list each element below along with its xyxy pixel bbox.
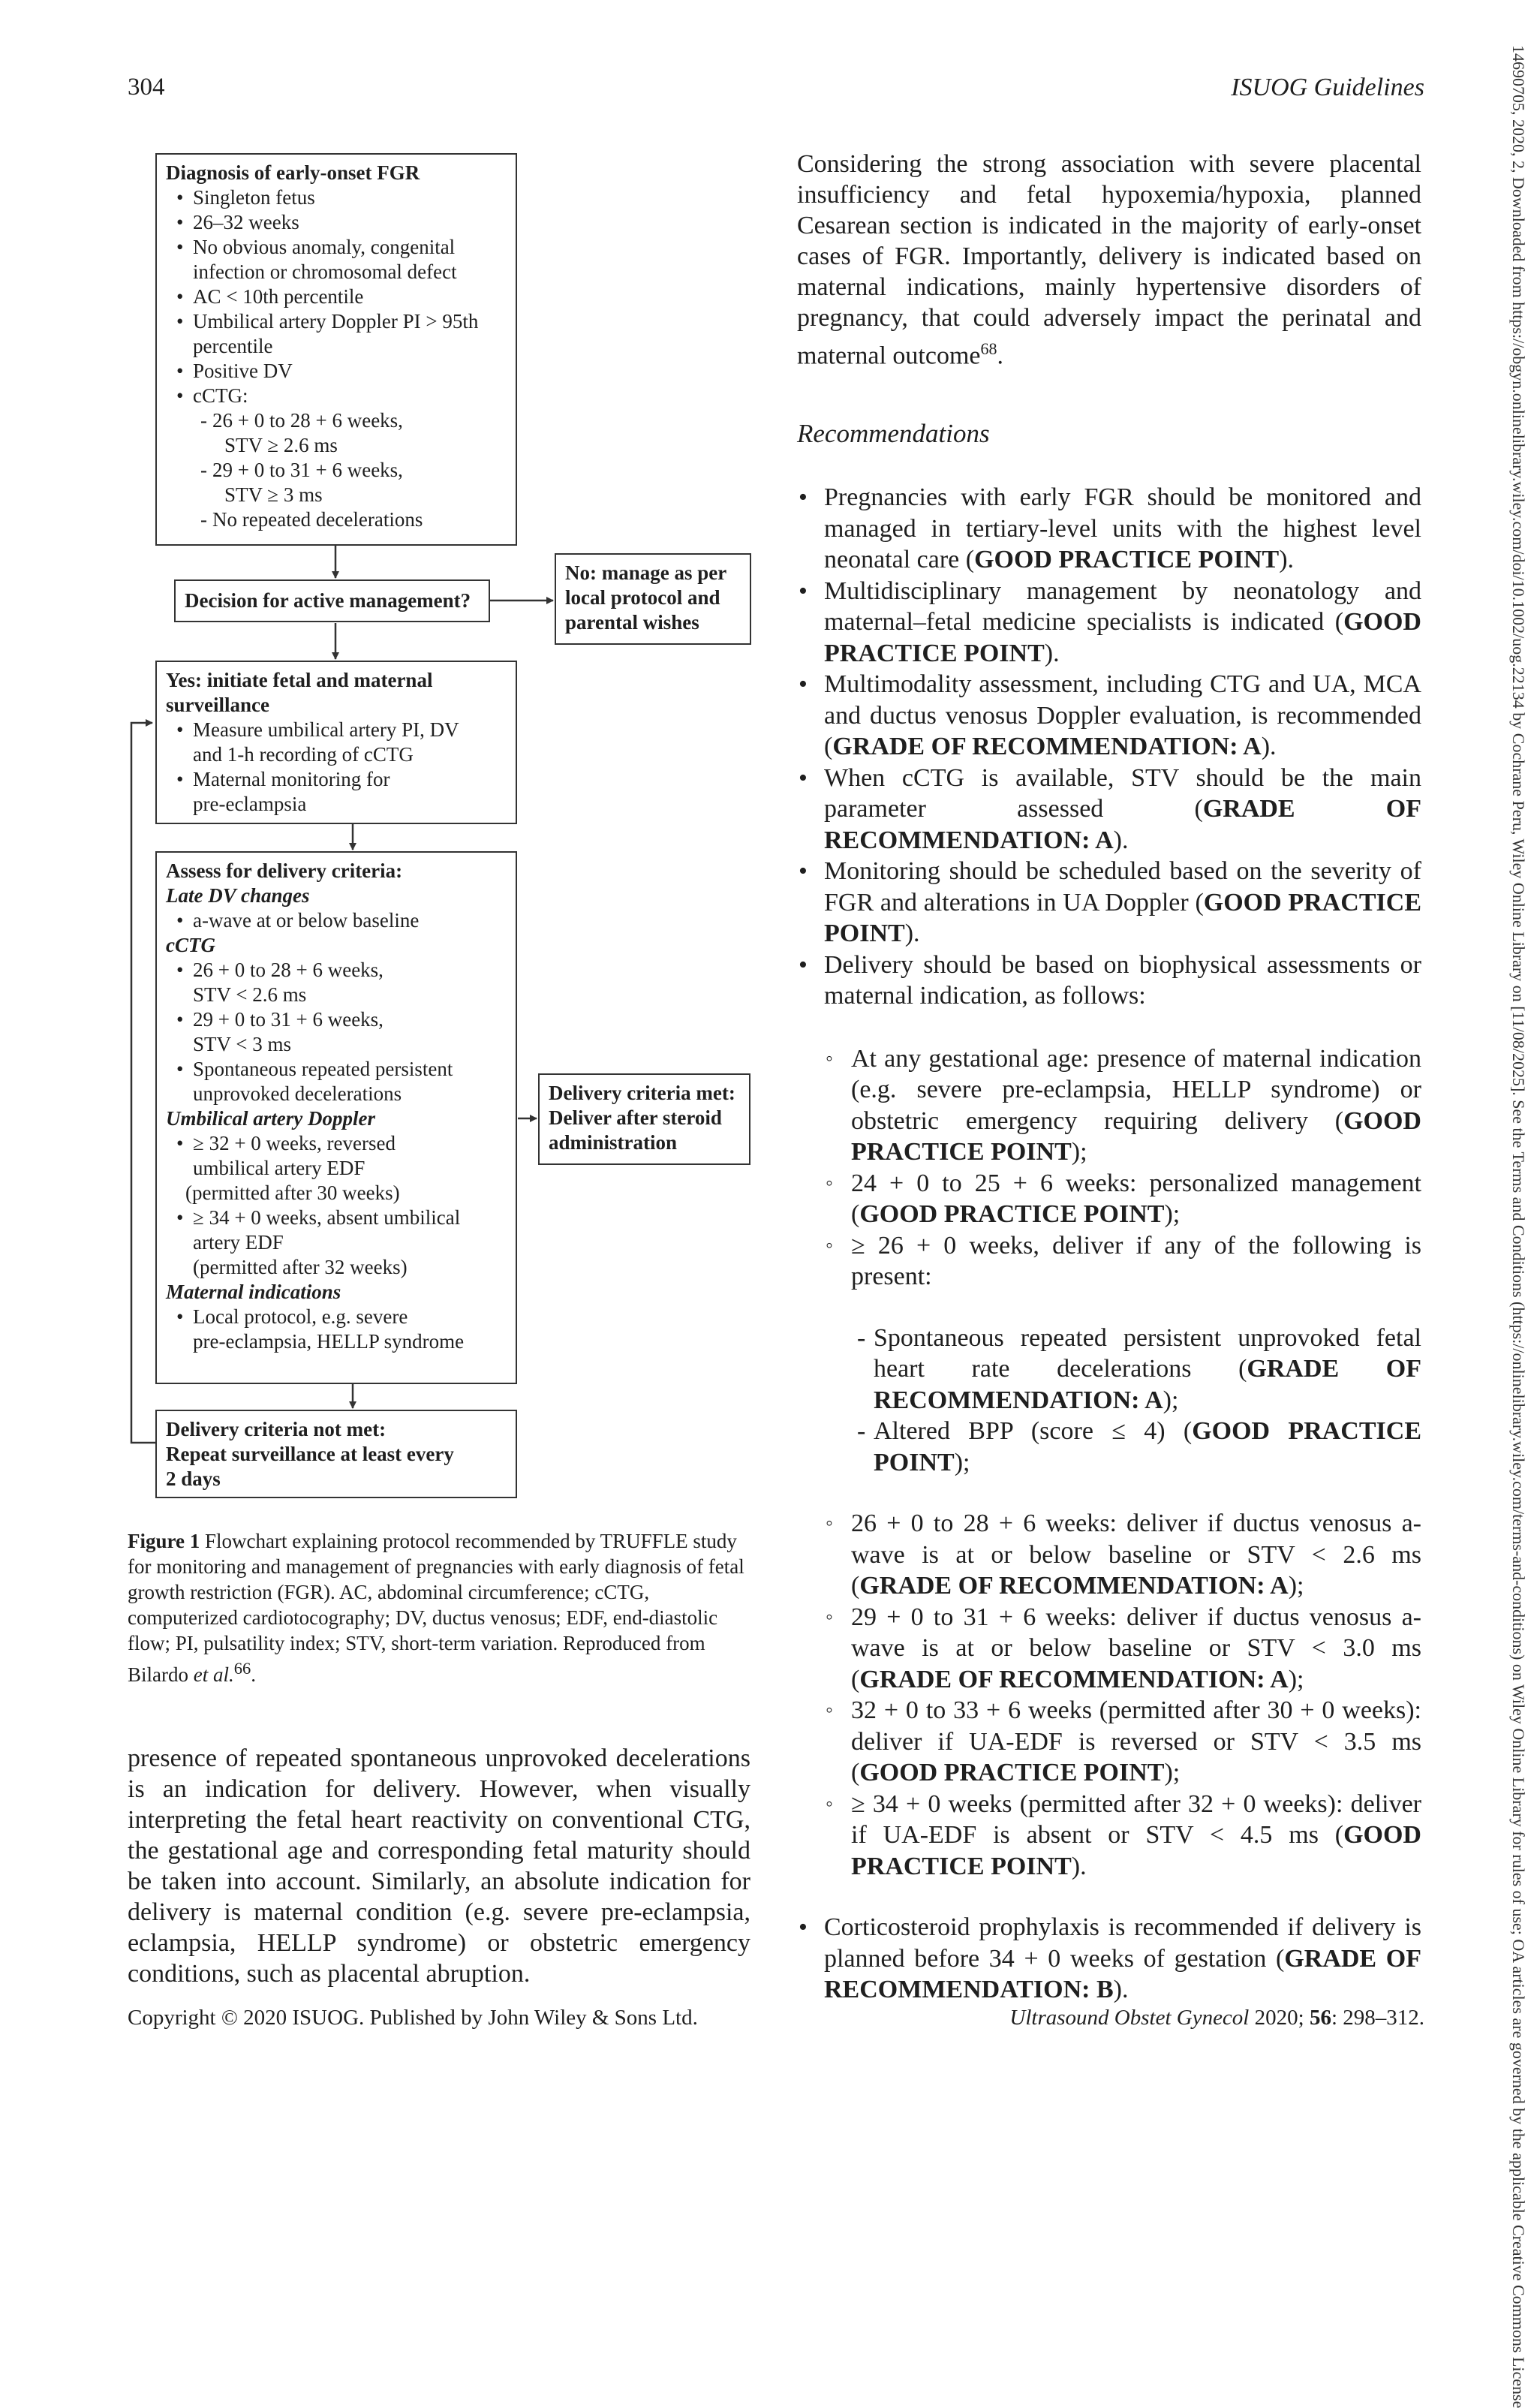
maternal-criterion: • Local protocol, e.g. severe (166, 1305, 507, 1329)
criterion-ua-pi: • Umbilical artery Doppler PI > 95th (166, 309, 507, 334)
box-decision (174, 579, 490, 622)
rec-26-weeks: ◦ ≥ 26 + 0 weeks, deliver if any of the following is present: (797, 1230, 1421, 1293)
box-no-manage (555, 553, 751, 645)
no-line-1: No: manage as per (565, 561, 727, 584)
ua-criterion-1-permit: (permitted after 30 weeks) (185, 1181, 400, 1204)
cctg-criterion-3-cont: unprovoked decelerations (193, 1082, 402, 1105)
box-diagnosis (155, 153, 517, 546)
box-repeat (155, 1410, 517, 1498)
cctg-criterion-2: • 29 + 0 to 31 + 6 weeks, (166, 1007, 507, 1032)
box-diagnosis-title: Diagnosis of early-onset FGR (166, 161, 420, 184)
assess-title: Assess for delivery criteria: (166, 859, 403, 882)
box-assess-criteria (155, 851, 517, 1384)
repeat-line-3: 2 days (166, 1467, 221, 1490)
recommendations-heading: Recommendations (797, 419, 990, 448)
cctg-criterion-2-stv: STV < 3 ms (193, 1033, 292, 1055)
criterion-cctg: • cCTG: (166, 384, 507, 408)
cctg-criterion-1-stv: STV < 2.6 ms (193, 983, 307, 1006)
yes-line-1: Yes: initiate fetal and maternal (166, 669, 433, 691)
footer-journal: Ultrasound Obstet Gynecol (1009, 2006, 1250, 2030)
rec-corticosteroid: • Corticosteroid prophylaxis is recommended if delivery is planned before 34 + 0 weeks of gestation (GRADE OF RECOMMENDATION: B). (797, 1912, 1421, 2006)
right-paragraph-ref: 68 (980, 339, 997, 358)
figure-caption-etal: et al. (193, 1663, 234, 1686)
figure-caption-text: Flowchart explaining protocol recommended by TRUFFLE study for monitoring and management of pregnancies with early diagnosis of fetal growth restriction (FGR). AC, abdominal circumference; cCTG, computerized cardiotocography; DV, ductus venosus; EDF, end-diastolic flow; PI, pulsatility index; STV, short-term variation. Reproduced from Bilardo (128, 1530, 744, 1686)
criterion-anomaly: • No obvious anomaly, congenital (166, 235, 507, 260)
ua-criterion-1: • ≥ 32 + 0 weeks, reversed (166, 1131, 507, 1156)
rec-26-28-weeks: ◦ 26 + 0 to 28 + 6 weeks: deliver if ductus venosus a-wave is at or below baseline or STV < 2.6 ms (GRADE OF RECOMMENDATION: A); (797, 1508, 1421, 1602)
right-body-paragraph (797, 149, 1421, 371)
footer-year: 2020; (1249, 2006, 1310, 2030)
no-line-3: parental wishes (565, 611, 699, 634)
footer-citation (1009, 2006, 1424, 2030)
footer-pages: : 298–312. (1331, 2006, 1424, 2030)
surveillance-measure-cont: and 1-h recording of cCTG (193, 743, 414, 766)
rec-stv: • When cCTG is available, STV should be the main parameter assessed (GRADE OF RECOMMENDATION: A). (797, 763, 1421, 856)
assess-heading-maternal: Maternal indications (166, 1281, 341, 1303)
rec-34-weeks: ◦ ≥ 34 + 0 weeks (permitted after 32 + 0 weeks): deliver if UA-EDF is absent or STV < 4.5 ms (GOOD PRACTICE POINT). (797, 1789, 1421, 1883)
surveillance-maternal-cont: pre-eclampsia (193, 793, 307, 815)
rec-tertiary-units: • Pregnancies with early FGR should be monitored and managed in tertiary-level units with the highest level neonatal care (GOOD PRACTICE POINT). (797, 482, 1421, 576)
maternal-criterion-cont: pre-eclampsia, HELLP syndrome (193, 1330, 465, 1353)
assess-heading-ua: Umbilical artery Doppler (166, 1107, 375, 1130)
rec-multidisciplinary: • Multidisciplinary management by neonatology and maternal–fetal medicine specialists is indicated (GOOD PRACTICE POINT). (797, 576, 1421, 670)
rec-monitoring: • Monitoring should be scheduled based on the severity of FGR and alterations in UA Doppler (GOOD PRACTICE POINT). (797, 856, 1421, 950)
flowchart-figure (0, 0, 765, 1516)
right-paragraph-end: . (997, 342, 1004, 370)
rec-decelerations: - Spontaneous repeated persistent unprovoked fetal heart rate decelerations (GRADE OF RECOMMENDATION: A); (797, 1323, 1421, 1416)
download-notice: 14690705, 2020, 2, Downloaded from https://obgyn.onlinelibrary.wiley.com/doi/10.1002/uog.22134 by Cochrane Peru, Wiley Online Library on [11/08/2025]. See the Terms and Conditions (https://onlinelibrary.wiley.com/terms-and-conditions) on Wiley Online Library for rules of use; OA articles are governed by the applicable Creative Commons License (1509, 45, 1528, 2408)
figure-caption-ref: 66 (233, 1659, 251, 1678)
figure-label: Figure 1 (128, 1530, 200, 1552)
ua-criterion-2-cont: artery EDF (193, 1231, 284, 1254)
surveillance-measure: • Measure umbilical artery PI, DV (166, 718, 507, 742)
dv-awave: • a-wave at or below baseline (166, 908, 507, 933)
figure-caption (128, 1528, 750, 1687)
page-number: 304 (128, 74, 165, 101)
footer-copyright: Copyright © 2020 ISUOG. Published by John Wiley & Sons Ltd. (128, 2006, 698, 2030)
box-deliver (538, 1073, 750, 1165)
box-surveillance (155, 661, 517, 824)
criterion-singleton: • Singleton fetus (166, 185, 507, 210)
repeat-line-1: Delivery criteria not met: (166, 1418, 387, 1440)
cctg-stv-1: STV ≥ 2.6 ms (224, 434, 338, 456)
assess-heading-cctg: cCTG (166, 934, 215, 956)
rec-delivery-basis: • Delivery should be based on biophysical assessments or maternal indication, as follows: (797, 950, 1421, 1012)
deliver-line-1: Delivery criteria met: (549, 1082, 735, 1104)
footer-volume: 56 (1309, 2006, 1331, 2030)
cctg-stv-2: STV ≥ 3 ms (224, 483, 323, 506)
rec-bpp: - Altered BPP (score ≤ 4) (GOOD PRACTICE POINT); (797, 1416, 1421, 1478)
surveillance-maternal: • Maternal monitoring for (166, 767, 507, 792)
criterion-dv: • Positive DV (166, 359, 507, 384)
criterion-ac: • AC < 10th percentile (166, 284, 507, 309)
ua-criterion-2: • ≥ 34 + 0 weeks, absent umbilical (166, 1206, 507, 1230)
repeat-line-2: Repeat surveillance at least every (166, 1443, 454, 1465)
deliver-line-3: administration (549, 1131, 678, 1154)
yes-line-2: surveillance (166, 694, 269, 716)
arrow-repeat-loop (131, 723, 155, 1443)
box-decision-text: Decision for active management? (185, 589, 471, 612)
running-header: ISUOG Guidelines (1231, 74, 1424, 101)
criterion-ua-pi-cont: percentile (193, 335, 273, 357)
figure-caption-end: . (251, 1663, 256, 1686)
deliver-line-2: Deliver after steroid (549, 1106, 722, 1129)
recommendations-list (797, 482, 1421, 2006)
rec-29-31-weeks: ◦ 29 + 0 to 31 + 6 weeks: deliver if ductus venosus a-wave is at or below baseline or STV < 3.0 ms (GRADE OF RECOMMENDATION: A); (797, 1602, 1421, 1696)
rec-multimodality: • Multimodality assessment, including CTG and UA, MCA and ductus venosus Doppler evaluation, is recommended (GRADE OF RECOMMENDATION: A). (797, 669, 1421, 763)
cctg-criterion-1: • 26 + 0 to 28 + 6 weeks, (166, 958, 507, 983)
cctg-criterion-3: • Spontaneous repeated persistent (166, 1057, 507, 1082)
rec-any-age: ◦ At any gestational age: presence of maternal indication (e.g. severe pre-eclampsia, HELLP syndrome) or obstetric emergency requiring delivery (GOOD PRACTICE POINT); (797, 1043, 1421, 1168)
no-line-2: local protocol and (565, 586, 720, 609)
right-paragraph-text: Considering the strong association with severe placental insufficiency and fetal hypoxemia/hypoxia, planned Cesarean section is indicated in the majority of early-onset cases of FGR. Importantly, delivery is indicated based on maternal indications, mainly hypertensive disorders of pregnancy, that could adversely impact the perinatal and maternal outcome (797, 150, 1421, 370)
criterion-anomaly-cont: infection or chromosomal defect (193, 260, 457, 283)
rec-24-25-weeks: ◦ 24 + 0 to 25 + 6 weeks: personalized management (GOOD PRACTICE POINT); (797, 1168, 1421, 1230)
left-body-paragraph: presence of repeated spontaneous unprovoked decelerations is an indication for delivery. However, when visually interpreting the fetal heart reactivity on conventional CTG, the gestational age and corresponding fetal maturity should be taken into account. Similarly, an absolute indication for delivery is maternal condition (e.g. severe pre-eclampsia, eclampsia, HELLP syndrome) or obstetric emergency conditions, such as placental abruption. (128, 1744, 750, 1988)
ua-criterion-2-permit: (permitted after 32 weeks) (193, 1256, 408, 1278)
rec-32-33-weeks: ◦ 32 + 0 to 33 + 6 weeks (permitted after 30 + 0 weeks): deliver if UA-EDF is reversed or STV < 3.5 ms (GOOD PRACTICE POINT); (797, 1695, 1421, 1789)
cctg-no-decel: - No repeated decelerations (166, 507, 507, 532)
ua-criterion-1-cont: umbilical artery EDF (193, 1157, 365, 1179)
criterion-weeks: • 26–32 weeks (166, 210, 507, 235)
assess-heading-dv: Late DV changes (166, 884, 310, 907)
cctg-range-2: - 29 + 0 to 31 + 6 weeks, (166, 458, 507, 483)
cctg-range-1: - 26 + 0 to 28 + 6 weeks, (166, 408, 507, 433)
